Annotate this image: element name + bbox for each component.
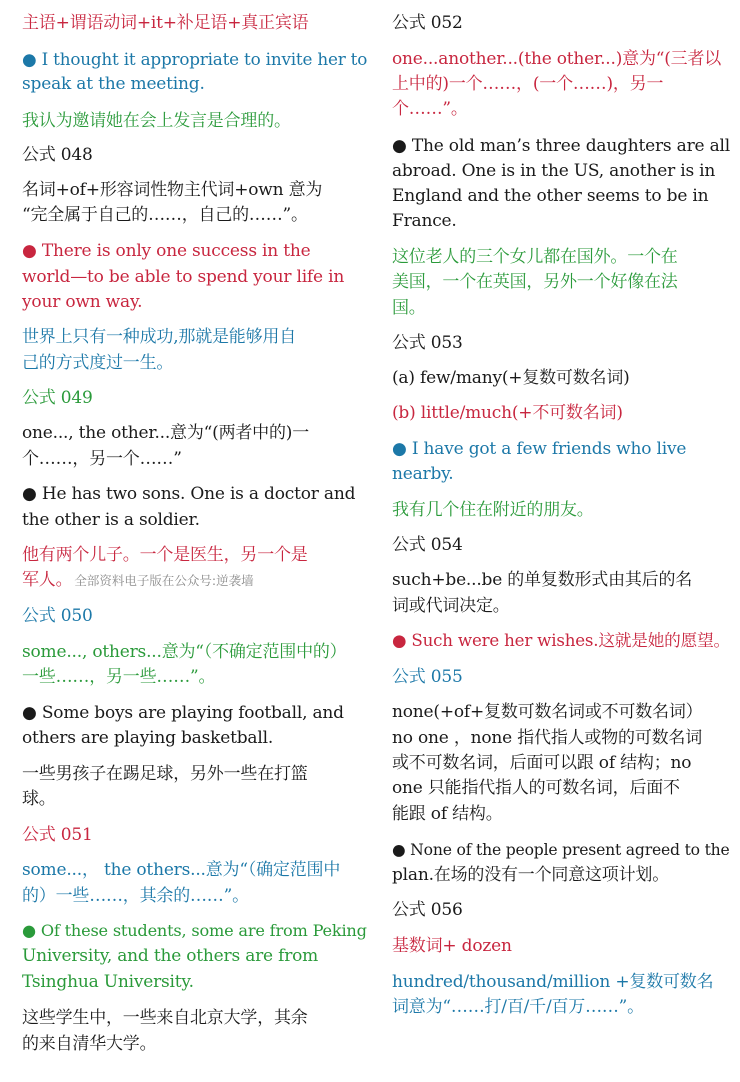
right-text-line bbox=[392, 330, 463, 356]
right-text-line bbox=[392, 532, 463, 558]
line-text: 我有几个住在附近的朋友。 bbox=[392, 500, 594, 520]
right-text-line bbox=[392, 664, 463, 690]
left-text-line bbox=[22, 567, 254, 594]
line-text: world—to be able to spend your life in bbox=[22, 267, 345, 287]
line-text: none(+of+复数可数名词或不可数名词） bbox=[392, 702, 703, 722]
line-text: one..., the other...意为“(两者中的)一 bbox=[22, 423, 310, 443]
right-text-line bbox=[392, 994, 644, 1020]
right-text-line bbox=[392, 497, 594, 523]
line-text: ● Such were her wishes.这就是她的愿望。 bbox=[392, 631, 730, 650]
right-text-line bbox=[392, 969, 713, 995]
left-text-line bbox=[22, 10, 308, 36]
left-text-line bbox=[22, 1031, 156, 1057]
line-text: University, and the others are from bbox=[22, 946, 319, 966]
line-text: the other is a soldier. bbox=[22, 510, 200, 530]
line-text: 的来自清华大学。 bbox=[22, 1034, 157, 1054]
line-text: 国。 bbox=[392, 298, 426, 318]
right-text-line bbox=[392, 775, 680, 801]
line-text: France. bbox=[392, 211, 457, 231]
left-text-line bbox=[22, 108, 291, 134]
right-text-line bbox=[392, 862, 669, 888]
line-text: abroad. One is in the US, another is in bbox=[392, 161, 716, 181]
line-text: 名词+of+形容词性物主代词+own 意为 bbox=[22, 180, 323, 200]
line-text: ● None of the people present agreed to the bbox=[392, 841, 730, 859]
right-text-line bbox=[392, 593, 510, 619]
line-text: 公式 048 bbox=[22, 145, 93, 165]
right-text-line bbox=[392, 567, 692, 593]
left-text-line bbox=[22, 786, 56, 812]
line-text: 军人。 bbox=[22, 570, 73, 590]
right-text-line bbox=[392, 837, 730, 863]
right-text-line bbox=[392, 269, 678, 295]
left-text-line bbox=[22, 542, 308, 568]
right-text-line bbox=[392, 400, 623, 426]
line-text: (b) little/much(+不可数名词) bbox=[392, 403, 623, 423]
left-text-line bbox=[22, 264, 344, 290]
left-text-line bbox=[22, 883, 249, 909]
line-text: ● I thought it appropriate to invite her to bbox=[22, 49, 368, 69]
right-text-line bbox=[392, 436, 686, 462]
left-text-line bbox=[22, 1005, 308, 1031]
left-text-line bbox=[22, 761, 308, 787]
left-text-line bbox=[22, 918, 367, 944]
right-text-line bbox=[392, 750, 691, 776]
right-text-line bbox=[392, 158, 715, 184]
left-text-line bbox=[22, 507, 200, 533]
line-text: “完全属于自己的……，自己的……”。 bbox=[22, 205, 308, 225]
left-text-line bbox=[22, 822, 93, 848]
line-text: 个……，另一个……” bbox=[22, 449, 182, 469]
right-text-line bbox=[392, 628, 730, 654]
left-text-line bbox=[22, 420, 309, 446]
watermark-text: 全部资料电子版在公众号:逆袭墙 bbox=[74, 573, 254, 588]
line-text: your own way. bbox=[22, 292, 143, 312]
right-text-line bbox=[392, 897, 463, 923]
left-text-line bbox=[22, 857, 340, 883]
left-text-line bbox=[22, 481, 355, 507]
left-text-line bbox=[22, 943, 318, 969]
line-text: 或不可数名词，后面可以跟 of 结构；no bbox=[392, 753, 692, 773]
line-text: ● The old man’s three daughters are all bbox=[392, 136, 730, 156]
line-text: 球。 bbox=[22, 789, 56, 809]
line-text: 公式 053 bbox=[392, 333, 463, 353]
left-text-line bbox=[22, 289, 142, 315]
line-text: 我认为邀请她在会上发言是合理的。 bbox=[22, 111, 291, 131]
line-text: 一些……，另一些……”。 bbox=[22, 667, 216, 687]
line-text: plan.在场的没有一个同意这项计划。 bbox=[392, 865, 670, 885]
left-text-line bbox=[22, 202, 308, 228]
line-text: 公式 051 bbox=[22, 825, 93, 845]
line-text: 的）一些……，其余的……”。 bbox=[22, 886, 249, 906]
left-text-line bbox=[22, 177, 322, 203]
line-text: 世界上只有一种成功,那就是能够用自 bbox=[22, 327, 297, 347]
left-text-line bbox=[22, 385, 93, 411]
line-text: 个……”。 bbox=[392, 99, 468, 119]
line-text: 词或代词决定。 bbox=[392, 596, 510, 616]
line-text: ● Some boys are playing football, and bbox=[22, 703, 344, 723]
right-text-line bbox=[392, 133, 730, 159]
line-text: ● I have got a few friends who live bbox=[392, 439, 687, 459]
line-text: 基数词+ dozen bbox=[392, 936, 512, 956]
line-text: 公式 049 bbox=[22, 388, 93, 408]
line-text: 公式 055 bbox=[392, 667, 463, 687]
line-text: 他有两个儿子。一个是医生，另一个是 bbox=[22, 545, 308, 565]
right-text-line bbox=[392, 801, 503, 827]
line-text: nearby. bbox=[392, 464, 454, 484]
left-text-line bbox=[22, 639, 347, 665]
left-text-line bbox=[22, 700, 344, 726]
line-text: 上中的)一个……，(一个……)，另一 bbox=[392, 74, 664, 94]
left-text-line bbox=[22, 664, 215, 690]
line-text: 主语+谓语动词+it+补足语+真正宾语 bbox=[22, 13, 309, 33]
line-text: (a) few/many(+复数可数名词) bbox=[392, 368, 630, 388]
line-text: 美国，一个在英国，另外一个好像在法 bbox=[392, 272, 678, 292]
line-text: 公式 056 bbox=[392, 900, 463, 920]
left-text-line bbox=[22, 46, 367, 72]
right-text-line bbox=[392, 183, 708, 209]
left-text-line bbox=[22, 603, 93, 629]
line-text: England and the other seems to be in bbox=[392, 186, 709, 206]
right-text-line bbox=[392, 96, 468, 122]
left-text-line bbox=[22, 142, 93, 168]
line-text: such+be...be 的单复数形式由其后的名 bbox=[392, 570, 693, 590]
right-text-line bbox=[392, 295, 426, 321]
right-text-line bbox=[392, 365, 630, 391]
line-text: no one ，none 指代指人或物的可数名词 bbox=[392, 728, 703, 748]
line-text: hundred/thousand/million +复数可数名 bbox=[392, 972, 714, 992]
right-text-line bbox=[392, 10, 463, 36]
line-text: others are playing basketball. bbox=[22, 728, 274, 748]
line-text: 公式 052 bbox=[392, 13, 463, 33]
line-text: ● There is only one success in the bbox=[22, 241, 311, 261]
line-text: 这些学生中，一些来自北京大学，其余 bbox=[22, 1008, 308, 1028]
right-text-line bbox=[392, 208, 457, 234]
left-text-line bbox=[22, 725, 273, 751]
right-text-line bbox=[392, 933, 512, 959]
line-text: 公式 054 bbox=[392, 535, 463, 555]
right-text-line bbox=[392, 461, 454, 487]
right-text-line bbox=[392, 46, 721, 72]
right-text-line bbox=[392, 699, 702, 725]
line-text: 这位老人的三个女儿都在国外。一个在 bbox=[392, 247, 678, 267]
line-text: one...another...(the other...)意为“(三者以 bbox=[392, 49, 722, 69]
left-text-line bbox=[22, 324, 296, 350]
line-text: 公式 050 bbox=[22, 606, 93, 626]
line-text: 己的方式度过一生。 bbox=[22, 353, 174, 373]
left-text-line bbox=[22, 71, 205, 97]
right-text-line bbox=[392, 244, 678, 270]
line-text: 词意为“……打/百/千/百万……”。 bbox=[392, 997, 644, 1017]
line-text: one 只能指代指人的可数名词，后面不 bbox=[392, 778, 680, 798]
line-text: ● He has two sons. One is a doctor and bbox=[22, 484, 356, 504]
line-text: ● Of these students, some are from Peking bbox=[22, 921, 367, 940]
line-text: some..., others...意为“（不确定范围中的） bbox=[22, 642, 347, 662]
left-text-line bbox=[22, 446, 182, 472]
left-text-line bbox=[22, 969, 194, 995]
line-text: 能跟 of 结构。 bbox=[392, 804, 503, 824]
line-text: speak at the meeting. bbox=[22, 74, 205, 94]
line-text: Tsinghua University. bbox=[22, 972, 194, 992]
left-text-line bbox=[22, 350, 173, 376]
line-text: some...， the others...意为“（确定范围中 bbox=[22, 860, 341, 880]
right-text-line bbox=[392, 71, 663, 97]
line-text: 一些男孩子在踢足球，另外一些在打篮 bbox=[22, 764, 308, 784]
left-text-line bbox=[22, 238, 310, 264]
right-text-line bbox=[392, 725, 702, 751]
